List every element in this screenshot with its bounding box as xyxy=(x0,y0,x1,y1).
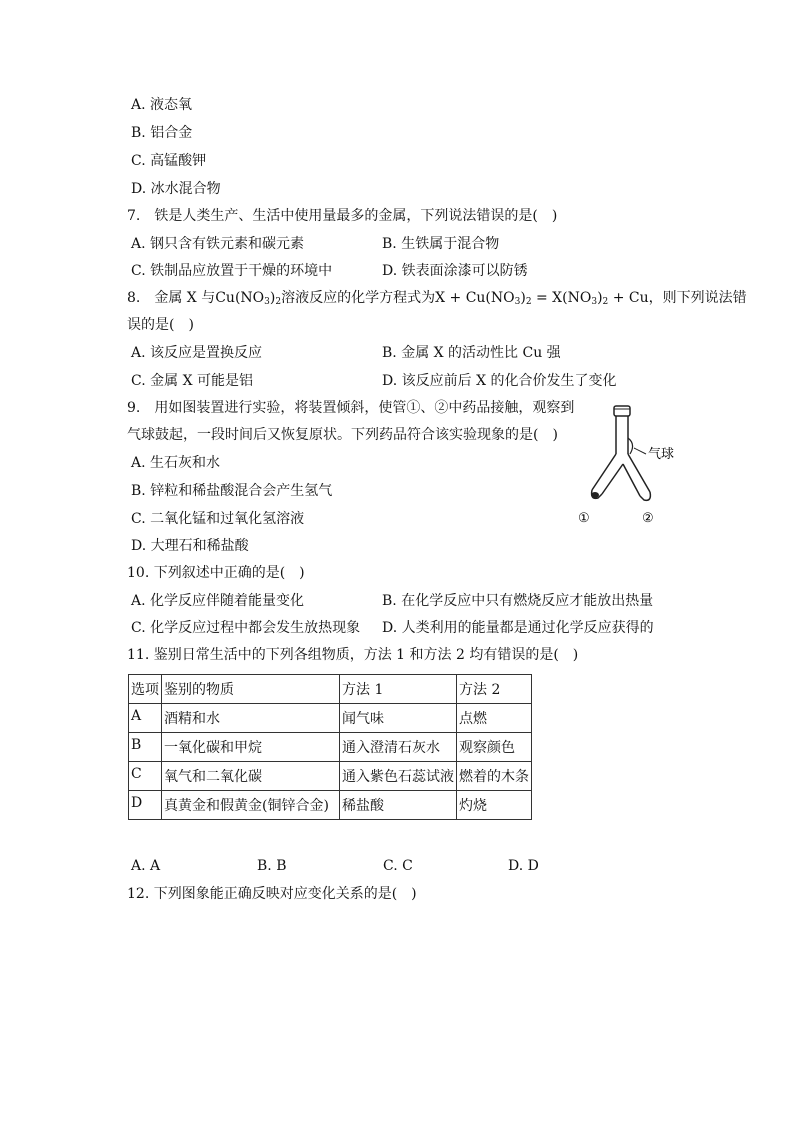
q8-stem-part: ) xyxy=(597,290,603,306)
q8-stem xyxy=(127,289,747,311)
q8-option-c: C. 金属 X 可能是铝 xyxy=(131,373,253,389)
q10-option-c: C. 化学反应过程中都会发生放热现象 xyxy=(131,620,361,636)
table-cell: 观察颜色 xyxy=(457,733,532,762)
figure-label-balloon: 气球 xyxy=(648,447,675,462)
subscript: 3 xyxy=(514,297,521,307)
q9-option-d: D. 大理石和稀盐酸 xyxy=(131,538,249,554)
q7-option-a: A. 钢只含有铁元素和碳元素 xyxy=(131,236,305,252)
table-cell: B xyxy=(129,733,162,762)
q11-stem: 11. 鉴别日常生活中的下列各组物质，方法 1 和方法 2 均有错误的是( ) xyxy=(127,647,579,663)
q8-stem-part: 溶液反应的化学方程式为X + Cu(NO xyxy=(281,290,515,306)
subscript: 2 xyxy=(602,297,609,307)
q7-option-b: B. 生铁属于混合物 xyxy=(382,236,500,252)
q7-option-c: C. 铁制品应放置于干燥的环境中 xyxy=(131,263,333,279)
q6-option-d: D. 冰水混合物 xyxy=(131,181,221,197)
q9-stem-line1: 9. 用如图装置进行实验，将装置倾斜，使管①、②中药品接触，观察到 xyxy=(127,400,575,416)
q6-option-a: A. 液态氧 xyxy=(131,97,193,113)
subscript: 3 xyxy=(264,297,270,307)
table-header-cell: 鉴别的物质 xyxy=(162,675,340,704)
label-leader-line xyxy=(634,448,646,454)
table-cell: 灼烧 xyxy=(457,791,532,820)
table-row xyxy=(129,733,532,762)
q8-option-d: D. 该反应前后 X 的化合价发生了变化 xyxy=(382,373,617,389)
q10-stem: 10. 下列叙述中正确的是( ) xyxy=(127,565,305,581)
q8-stem-part: + Cu，则下列说法错 xyxy=(608,290,747,306)
table-row xyxy=(129,704,532,733)
figure-label-tube1: ① xyxy=(578,511,590,526)
q9-option-b: B. 锌粒和稀盐酸混合会产生氢气 xyxy=(131,483,333,499)
q9-stem-line2: 气球鼓起，一段时间后又恢复原状。下列药品符合该实验现象的是( ) xyxy=(127,427,558,443)
subscript: 2 xyxy=(525,297,532,307)
table-header-row xyxy=(129,675,532,704)
subscript: 3 xyxy=(591,297,598,307)
tube-right-bottom xyxy=(640,492,650,500)
table-cell: 稀盐酸 xyxy=(340,791,457,820)
stopper-shape xyxy=(614,406,630,416)
q8-option-b: B. 金属 X 的活动性比 Cu 强 xyxy=(382,345,561,361)
q9-option-a: A. 生石灰和水 xyxy=(131,455,221,471)
table-cell: 闻气味 xyxy=(340,704,457,733)
table-row xyxy=(129,762,532,791)
table-row xyxy=(129,791,532,820)
tube-right-branch xyxy=(623,454,650,496)
table-cell: D xyxy=(129,791,162,820)
subscript: 2 xyxy=(275,297,282,307)
q8-stem-part: 8. 金属 X 与Cu(NO xyxy=(127,290,265,306)
table-cell: 真黄金和假黄金(铜锌合金) xyxy=(162,791,340,820)
table-cell: C xyxy=(129,762,162,791)
q6-option-c: C. 高锰酸钾 xyxy=(131,153,207,169)
q8-stem-part: = X(NO xyxy=(531,290,592,306)
table-cell: 通入紫色石蕊试液 xyxy=(340,762,457,791)
q11-option-b: B. B xyxy=(257,858,287,874)
table-cell: 通入澄清石灰水 xyxy=(340,733,457,762)
q7-stem: 7. 铁是人类生产、生活中使用量最多的金属，下列说法错误的是( ) xyxy=(127,208,558,224)
q11-option-a: A. A xyxy=(131,858,161,874)
tube-left-branch xyxy=(592,454,623,494)
table-header-cell: 方法 1 xyxy=(340,675,457,704)
q11-option-c: C. C xyxy=(383,858,413,874)
table-cell: 酒精和水 xyxy=(162,704,340,733)
figure-label-tube2: ② xyxy=(642,511,654,526)
q6-option-b: B. 铝合金 xyxy=(131,125,193,141)
table-header-cell: 选项 xyxy=(129,675,162,704)
y-tube-apparatus-figure xyxy=(570,402,700,527)
tube-left-substance xyxy=(591,492,599,498)
table-cell: 燃着的木条 xyxy=(457,762,532,791)
q10-option-b: B. 在化学反应中只有燃烧反应才能放出热量 xyxy=(382,593,654,609)
table-cell: 一氧化碳和甲烷 xyxy=(162,733,340,762)
q8-stem-line2: 误的是( ) xyxy=(127,317,194,333)
q9-option-c: C. 二氧化锰和过氧化氢溶液 xyxy=(131,511,305,527)
q10-option-a: A. 化学反应伴随着能量变化 xyxy=(131,593,305,609)
q12-stem: 12. 下列图象能正确反映对应变化关系的是( ) xyxy=(127,886,417,902)
q8-stem-part: ) xyxy=(269,290,276,306)
q11-option-d: D. D xyxy=(508,858,539,874)
tube-neck xyxy=(616,416,628,454)
q7-option-d: D. 铁表面涂漆可以防锈 xyxy=(382,263,528,279)
table-cell: 氧气和二氧化碳 xyxy=(162,762,340,791)
q10-option-d: D. 人类利用的能量都是通过化学反应获得的 xyxy=(382,620,654,636)
table-cell: 点燃 xyxy=(457,704,532,733)
q8-stem-part: ) xyxy=(520,290,526,306)
table-cell: A xyxy=(129,704,162,733)
table-header-cell: 方法 2 xyxy=(457,675,532,704)
q8-option-a: A. 该反应是置换反应 xyxy=(131,345,263,361)
q11-table xyxy=(128,674,532,820)
